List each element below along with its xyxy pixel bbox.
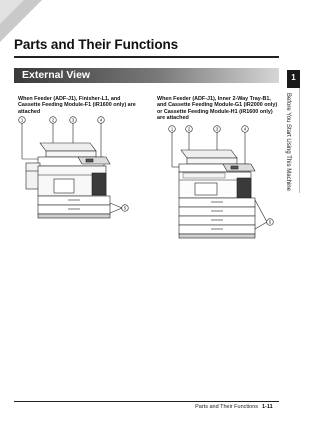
chapter-number: 1	[291, 73, 296, 82]
title-rule	[14, 56, 279, 58]
copier-illustration-left	[10, 115, 140, 235]
chapter-tab	[287, 70, 300, 88]
chapter-title: Before You Start Using This Machine	[285, 93, 291, 191]
caption-right: When Feeder (ADF-J1), Inner 2-Way Tray-B1, and Cassette Feeding Module-G1 (iR2000 only) or Cassette Feeding Module-H1 (iR1600 only) are attached	[157, 96, 278, 122]
chapter-tab-rule	[299, 88, 300, 193]
section-title: External View	[22, 69, 91, 81]
callout-right-5: 5	[268, 219, 272, 225]
caption-left: When Feeder (ADF-J1), Finisher-L1, and Cassette Feeding Module-F1 (iR1600 only) are attached	[18, 96, 136, 115]
page-title: Parts and Their Functions	[14, 37, 179, 52]
callout-left-2: 2	[51, 117, 55, 123]
callout-right-4: 4	[243, 126, 247, 132]
callout-right-3: 3	[215, 126, 219, 132]
callout-left-3: 3	[71, 117, 75, 123]
callout-right-1: 1	[170, 126, 174, 132]
footer-rule	[14, 401, 279, 402]
footer-section-name: Parts and Their Functions	[195, 404, 258, 410]
section-header	[14, 68, 279, 83]
footer-page-number: 1-11	[262, 404, 273, 410]
callout-left-1: 1	[20, 117, 24, 123]
callout-left-5: 5	[123, 205, 127, 211]
callout-right-2: 2	[187, 126, 191, 132]
callout-left-4: 4	[99, 117, 103, 123]
copier-illustration-right	[157, 122, 287, 242]
